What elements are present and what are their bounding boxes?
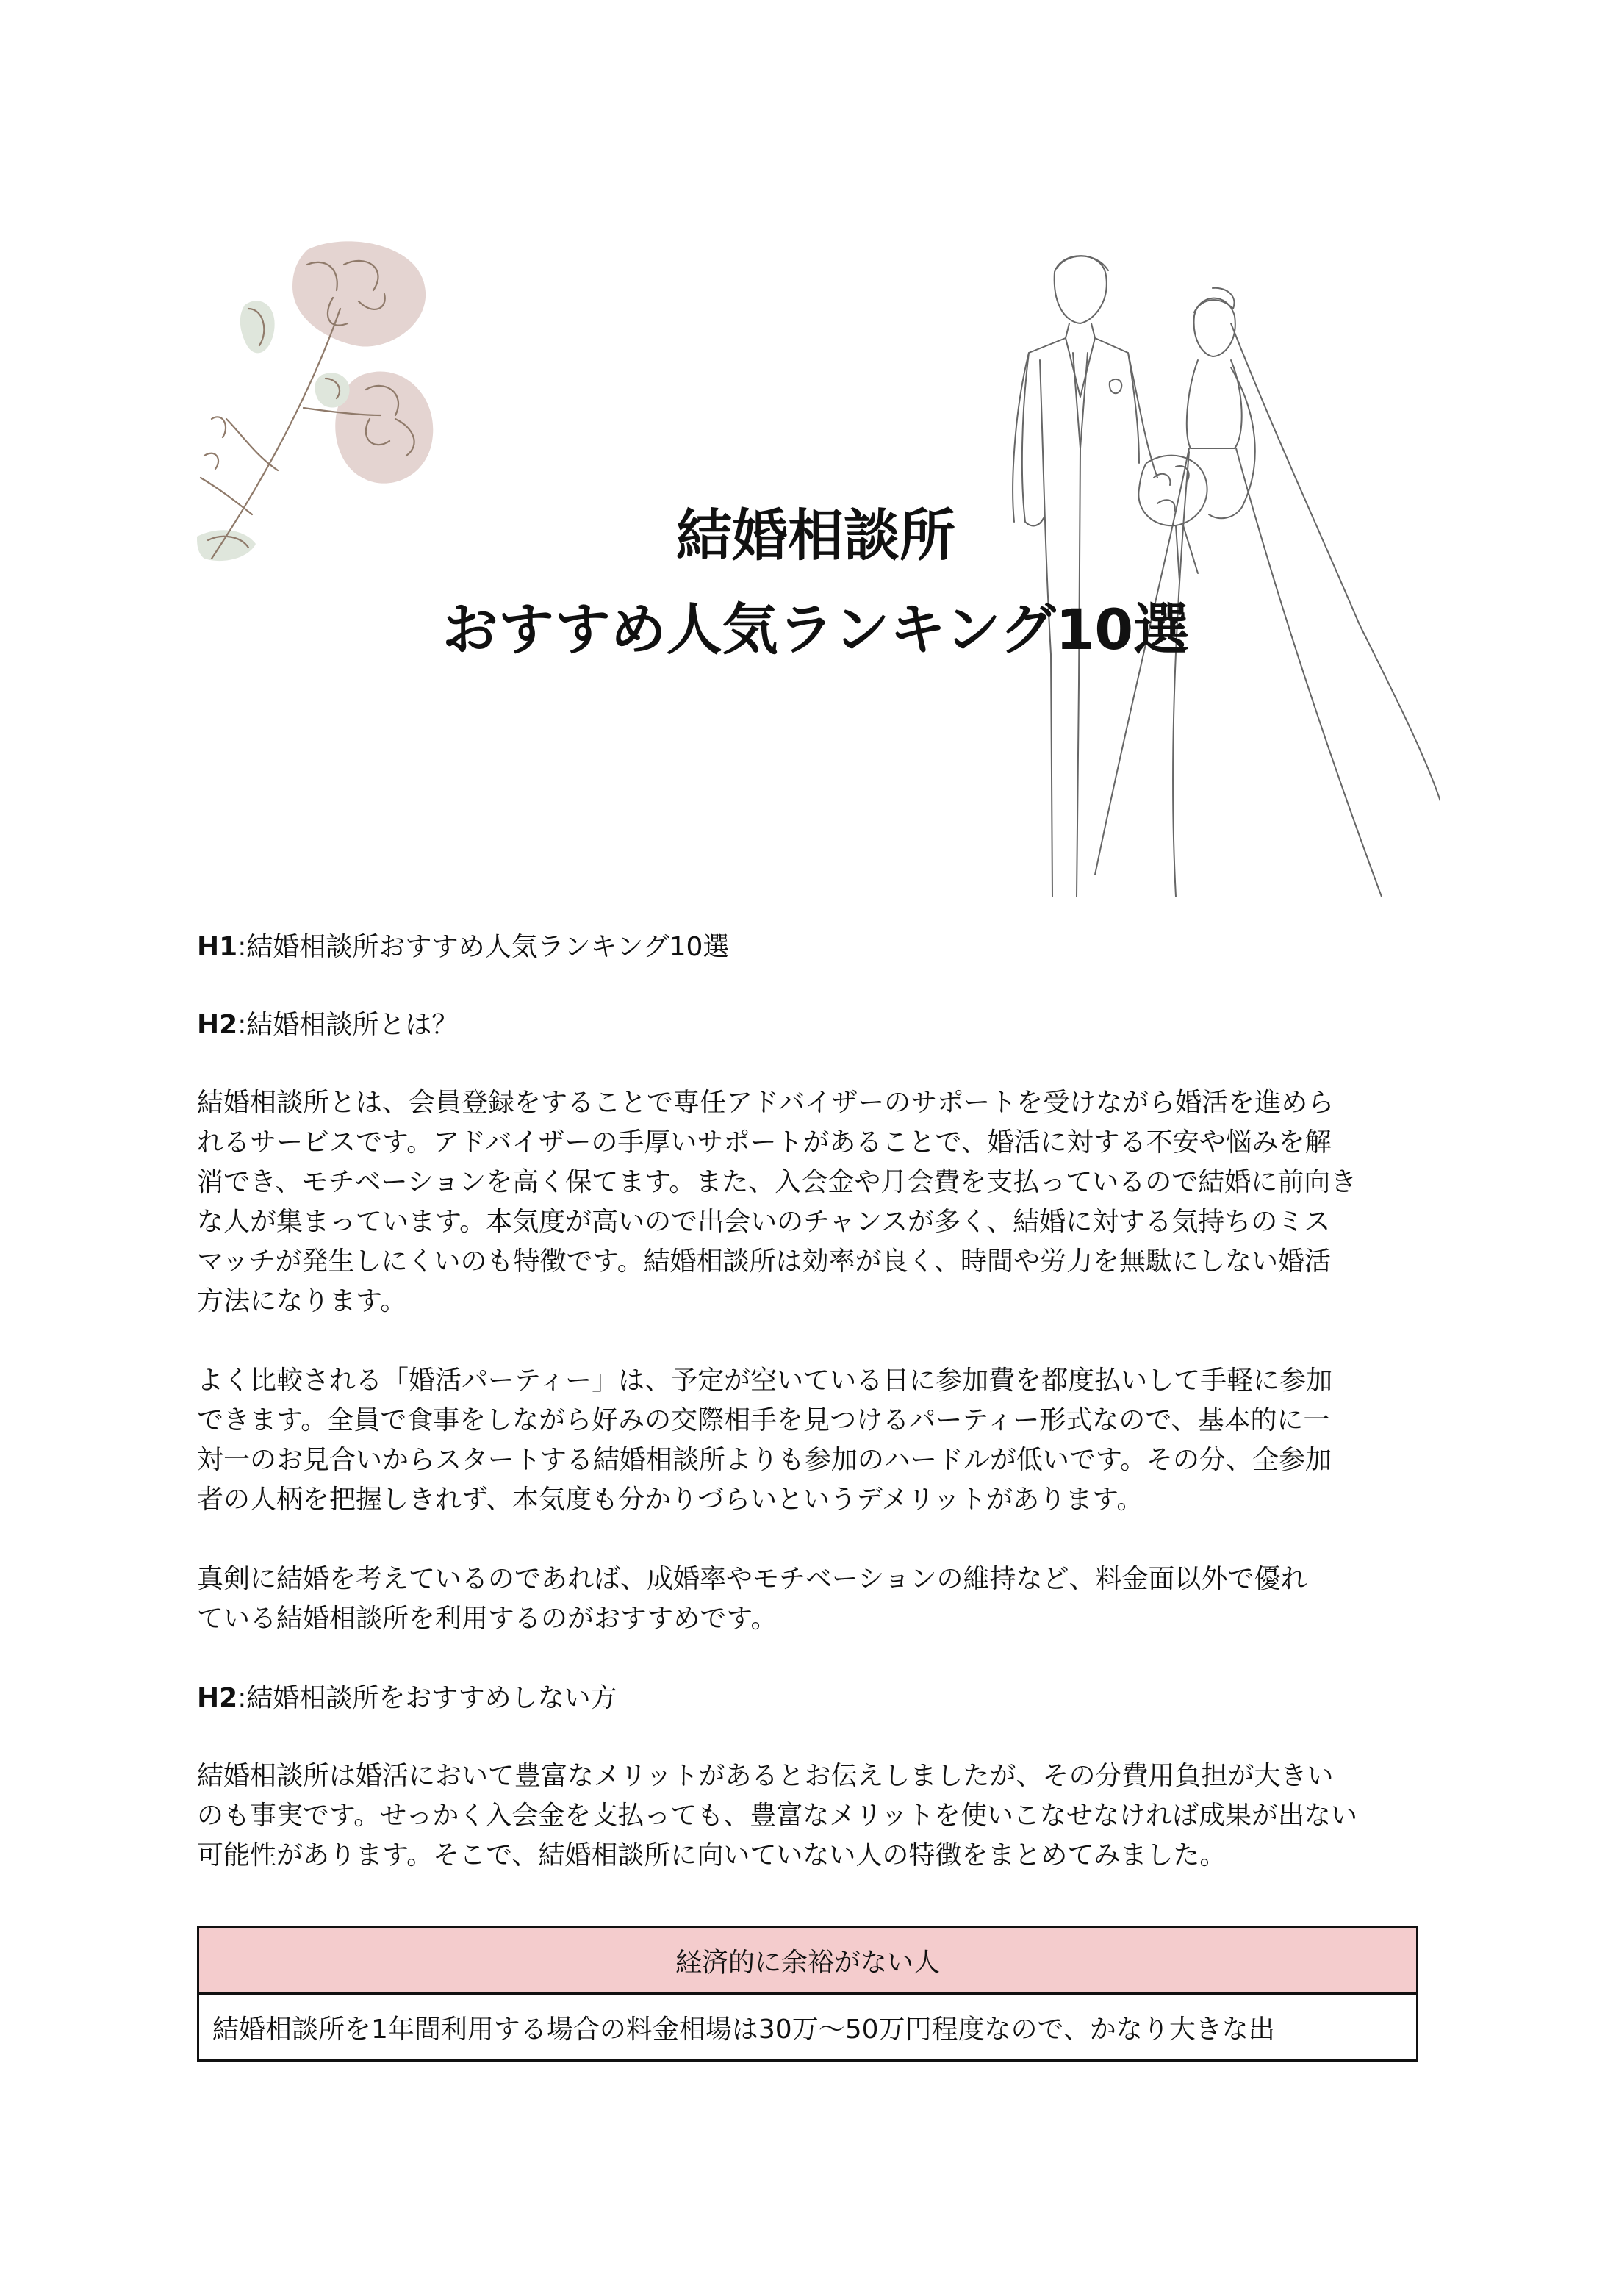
paragraph-line: 真剣に結婚を考えているのであれば、成婚率やモチベーションの維持など、料金面以外で優れ <box>197 1564 1307 1594</box>
paragraph-line: マッチが発生しにくいのも特徴です。結婚相談所は効率が良く、時間や労力を無駄にしない婚活 <box>197 1246 1331 1277</box>
paragraph-line: ている結婚相談所を利用するのがおすすめです。 <box>197 1604 778 1634</box>
table-cell: 結婚相談所を1年間利用する場合の料金相場は30万〜50万円程度なので、かなり大きな出 <box>198 1994 1418 2061</box>
paragraph <box>197 1361 1417 1520</box>
heading-h2 <box>197 1005 1417 1045</box>
info-table <box>197 1926 1418 2296</box>
table-header-cell: 経済的に余裕がない人 <box>198 1927 1418 1994</box>
heading-tag: H2 <box>197 1010 238 1040</box>
heading-text: :結婚相談所とは？ <box>237 1010 459 1040</box>
paragraph-line: 結婚相談所は婚活において豊富なメリットがあるとお伝えしましたが、その分費用負担が大きい <box>197 1761 1334 1791</box>
paragraph-line: できます。全員で食事をしながら好みの交際相手を見つけるパーティー形式なので、基本的に一 <box>197 1405 1330 1435</box>
page-title <box>301 489 1330 677</box>
paragraph-line: のも事実です。せっかく入会金を支払っても、豊富なメリットを使いこなせなければ成果が出ない <box>197 1801 1357 1831</box>
paragraph-line: れるサービスです。アドバイザーの手厚いサポートがあることで、婚活に対する不安や悩みを解 <box>197 1127 1332 1158</box>
paragraph <box>197 1083 1417 1321</box>
table <box>197 1926 1418 2062</box>
title-line-1: 結婚相談所 <box>676 503 955 568</box>
paragraph-line: な人が集まっています。本気度が高いので出会いのチャンスが多く、結婚に対する気持ちのミス <box>197 1207 1331 1237</box>
paragraph-line: 者の人柄を把握しきれず、本気度も分かりづらいというデメリットがあります。 <box>197 1485 1143 1515</box>
heading-tag: H1 <box>197 932 238 962</box>
paragraph-line: よく比較される「婚活パーティー」は、予定が空いている日に参加費を都度払いして手軽に参加 <box>197 1366 1333 1396</box>
heading-text: :結婚相談所をおすすめしない方 <box>237 1683 617 1713</box>
heading-tag: H2 <box>197 1683 238 1713</box>
heading-text: :結婚相談所おすすめ人気ランキング10選 <box>237 932 730 962</box>
heading-h2 <box>197 1679 1417 1718</box>
paragraph-line: 可能性があります。そこで、結婚相談所に向いていない人の特徴をまとめてみました。 <box>197 1840 1227 1870</box>
table-row <box>198 1994 1418 2061</box>
title-line-2: おすすめ人気ランキング10選 <box>442 597 1190 662</box>
paragraph-line: 方法になります。 <box>197 1286 407 1316</box>
table-row <box>198 1927 1418 1994</box>
paragraph-line: 結婚相談所とは、会員登録をすることで専任アドバイザーのサポートを受けながら婚活を進めら <box>197 1088 1335 1118</box>
paragraph-line: 対一のお見合いからスタートする結婚相談所よりも参加のハードルが低いです。その分、全参加 <box>197 1445 1332 1475</box>
paragraph-line: 消でき、モチベーションを高く保てます。また、入会金や月会費を支払っているので結婚に前向き <box>197 1167 1357 1197</box>
paragraph <box>197 1560 1417 1639</box>
heading-h1 <box>197 928 1417 967</box>
paragraph <box>197 1757 1417 1876</box>
article-body <box>197 928 1417 1915</box>
